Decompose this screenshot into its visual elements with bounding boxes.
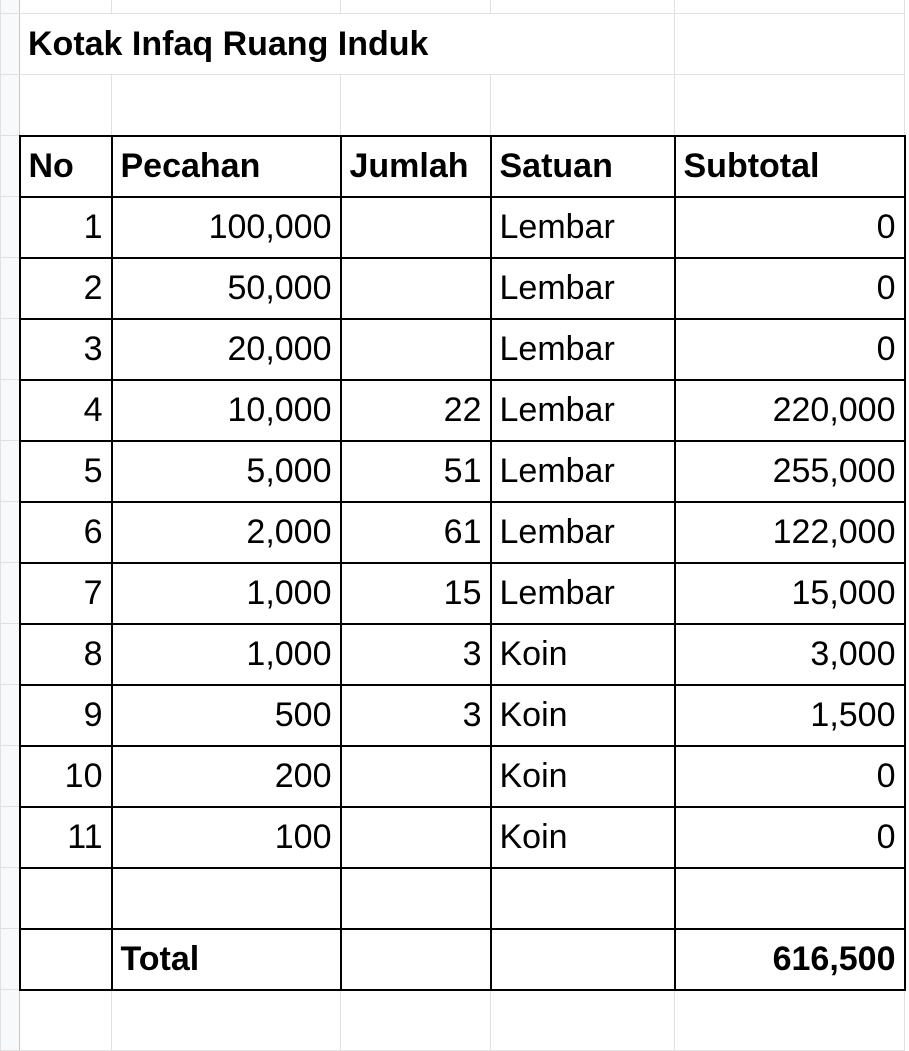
row-header[interactable] xyxy=(1,380,20,441)
cell-jumlah[interactable] xyxy=(341,319,491,380)
row-header[interactable] xyxy=(1,685,20,746)
cell-satuan[interactable]: Koin xyxy=(491,807,675,868)
cell-jumlah[interactable]: 22 xyxy=(341,380,491,441)
row-header[interactable] xyxy=(1,14,20,75)
header-subtotal[interactable]: Subtotal xyxy=(675,136,905,197)
cell-no[interactable]: 7 xyxy=(20,563,112,624)
cell-no[interactable]: 2 xyxy=(20,258,112,319)
row-header[interactable] xyxy=(1,746,20,807)
cell-satuan[interactable]: Lembar xyxy=(491,380,675,441)
table-row xyxy=(1,624,905,685)
cell-no[interactable]: 8 xyxy=(20,624,112,685)
table-row xyxy=(1,685,905,746)
cell[interactable] xyxy=(675,0,905,14)
header-pecahan[interactable]: Pecahan xyxy=(112,136,341,197)
cell-no[interactable]: 10 xyxy=(20,746,112,807)
table-row xyxy=(1,258,905,319)
cell-pecahan[interactable]: 500 xyxy=(112,685,341,746)
cell[interactable] xyxy=(491,868,675,929)
cell-pecahan[interactable]: 1,000 xyxy=(112,624,341,685)
cell[interactable] xyxy=(341,75,491,136)
table-row xyxy=(1,563,905,624)
cell-no[interactable]: 5 xyxy=(20,441,112,502)
cell-subtotal[interactable]: 15,000 xyxy=(675,563,905,624)
cell-no[interactable]: 11 xyxy=(20,807,112,868)
row-header[interactable] xyxy=(1,502,20,563)
row-header[interactable] xyxy=(1,563,20,624)
table-row xyxy=(1,502,905,563)
table-body xyxy=(1,197,905,868)
cell[interactable] xyxy=(491,990,675,1051)
sheet-row-blank-bottom xyxy=(1,990,905,1051)
cell-satuan[interactable]: Lembar xyxy=(491,502,675,563)
cell[interactable] xyxy=(112,0,341,14)
cell-no[interactable]: 9 xyxy=(20,685,112,746)
cell[interactable] xyxy=(112,868,341,929)
cell-subtotal[interactable]: 3,000 xyxy=(675,624,905,685)
header-no[interactable]: No xyxy=(20,136,112,197)
cell[interactable] xyxy=(341,0,491,14)
cell-subtotal[interactable]: 220,000 xyxy=(675,380,905,441)
sheet-row-blank xyxy=(1,75,905,136)
row-header[interactable] xyxy=(1,868,20,929)
cell-subtotal[interactable]: 0 xyxy=(675,258,905,319)
row-header[interactable] xyxy=(1,990,20,1051)
row-header[interactable] xyxy=(1,319,20,380)
row-header[interactable] xyxy=(1,0,20,14)
cell-satuan[interactable]: Lembar xyxy=(491,197,675,258)
sheet-row-blank-top xyxy=(1,0,905,14)
cell[interactable] xyxy=(675,14,905,75)
cell[interactable] xyxy=(491,929,675,990)
row-header[interactable] xyxy=(1,197,20,258)
cell[interactable] xyxy=(675,990,905,1051)
cell-satuan[interactable]: Lembar xyxy=(491,319,675,380)
table-header-row xyxy=(1,136,905,197)
table-row xyxy=(1,807,905,868)
row-header[interactable] xyxy=(1,807,20,868)
table-row xyxy=(1,746,905,807)
row-header[interactable] xyxy=(1,929,20,990)
cell-jumlah[interactable]: 61 xyxy=(341,502,491,563)
row-header[interactable] xyxy=(1,136,20,197)
cell-pecahan[interactable]: 10,000 xyxy=(112,380,341,441)
cell-subtotal[interactable]: 0 xyxy=(675,319,905,380)
row-header[interactable] xyxy=(1,624,20,685)
header-jumlah[interactable]: Jumlah xyxy=(341,136,491,197)
cell-pecahan[interactable]: 100,000 xyxy=(112,197,341,258)
cell-jumlah[interactable] xyxy=(341,807,491,868)
cell[interactable] xyxy=(491,0,675,14)
cell-satuan[interactable]: Lembar xyxy=(491,258,675,319)
cell-jumlah[interactable]: 51 xyxy=(341,441,491,502)
cell[interactable] xyxy=(341,990,491,1051)
total-label[interactable]: Total xyxy=(112,929,341,990)
cell[interactable] xyxy=(341,929,491,990)
sheet-title[interactable]: Kotak Infaq Ruang Induk xyxy=(20,14,675,75)
cell-satuan[interactable]: Lembar xyxy=(491,441,675,502)
cell[interactable] xyxy=(112,990,341,1051)
cell-jumlah[interactable]: 15 xyxy=(341,563,491,624)
cell[interactable] xyxy=(491,75,675,136)
cell-pecahan[interactable]: 100 xyxy=(112,807,341,868)
table-row xyxy=(1,319,905,380)
cell-jumlah[interactable]: 3 xyxy=(341,624,491,685)
cell-no[interactable]: 4 xyxy=(20,380,112,441)
cell[interactable] xyxy=(20,929,112,990)
cell-jumlah[interactable] xyxy=(341,258,491,319)
cell-subtotal[interactable]: 0 xyxy=(675,746,905,807)
cell[interactable] xyxy=(675,868,905,929)
cell-pecahan[interactable]: 200 xyxy=(112,746,341,807)
table-row-empty xyxy=(1,868,905,929)
cell-jumlah[interactable] xyxy=(341,197,491,258)
cell-jumlah[interactable] xyxy=(341,746,491,807)
cell-jumlah[interactable]: 3 xyxy=(341,685,491,746)
row-header[interactable] xyxy=(1,75,20,136)
total-value[interactable]: 616,500 xyxy=(675,929,905,990)
cell-pecahan[interactable]: 5,000 xyxy=(112,441,341,502)
cell-satuan[interactable]: Koin xyxy=(491,624,675,685)
cell[interactable] xyxy=(112,75,341,136)
cell-satuan[interactable]: Koin xyxy=(491,746,675,807)
cell[interactable] xyxy=(20,990,112,1051)
cell-no[interactable]: 6 xyxy=(20,502,112,563)
cell-satuan[interactable]: Koin xyxy=(491,685,675,746)
cell-pecahan[interactable]: 20,000 xyxy=(112,319,341,380)
cell[interactable] xyxy=(20,75,112,136)
cell[interactable] xyxy=(341,868,491,929)
cell[interactable] xyxy=(675,75,905,136)
cell-subtotal[interactable]: 122,000 xyxy=(675,502,905,563)
table-row xyxy=(1,197,905,258)
cell[interactable] xyxy=(20,868,112,929)
cell-pecahan[interactable]: 2,000 xyxy=(112,502,341,563)
table-row xyxy=(1,380,905,441)
cell-subtotal[interactable]: 1,500 xyxy=(675,685,905,746)
cell-subtotal[interactable]: 0 xyxy=(675,197,905,258)
cell-pecahan[interactable]: 1,000 xyxy=(112,563,341,624)
row-header[interactable] xyxy=(1,258,20,319)
cell-subtotal[interactable]: 255,000 xyxy=(675,441,905,502)
table-row xyxy=(1,441,905,502)
sheet-row-title xyxy=(1,14,905,75)
cell-no[interactable]: 3 xyxy=(20,319,112,380)
row-header[interactable] xyxy=(1,441,20,502)
header-satuan[interactable]: Satuan xyxy=(491,136,675,197)
table-total-row xyxy=(1,929,905,990)
cell[interactable] xyxy=(20,0,112,14)
cell-no[interactable]: 1 xyxy=(20,197,112,258)
cell-pecahan[interactable]: 50,000 xyxy=(112,258,341,319)
cell-subtotal[interactable]: 0 xyxy=(675,807,905,868)
cell-satuan[interactable]: Lembar xyxy=(491,563,675,624)
